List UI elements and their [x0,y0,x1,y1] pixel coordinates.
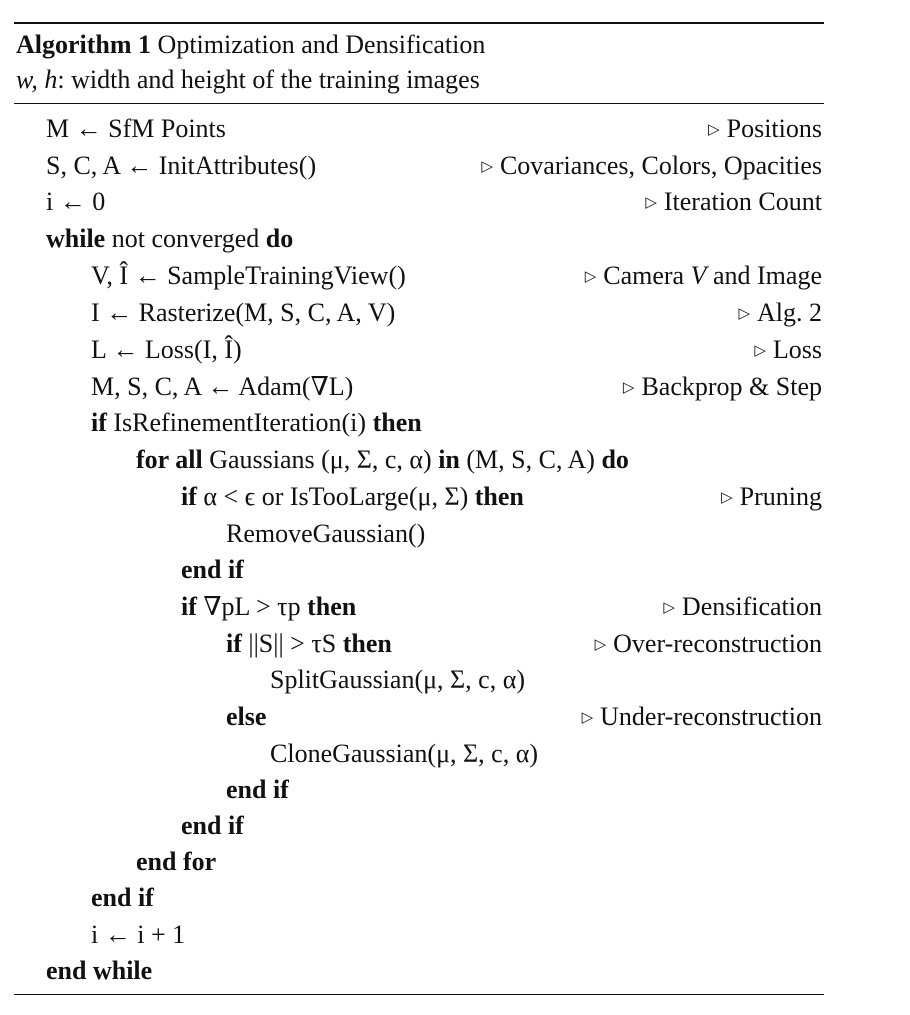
line-code: V, Î ← SampleTrainingView() [91,261,406,290]
algorithm-line-15 [0,626,822,662]
line-code: i ← 0 [46,187,106,216]
algorithm-line-22 [0,880,822,916]
line-comment: ▷ Pruning [721,482,822,511]
line-comment: ▷ Densification [663,592,822,621]
line-code: if α < ϵ or IsTooLarge(μ, Σ) then [181,482,524,511]
line-comment: ▷ Iteration Count [645,187,822,216]
algorithm-line-23 [0,917,822,953]
algorithm-line-7 [0,332,822,368]
algorithm-title: Optimization and Densification [157,30,486,59]
line-comment: ▷ Covariances, Colors, Opacities [481,151,822,180]
line-code: I ← Rasterize(M, S, C, A, V) [91,298,396,327]
line-code: if ||S|| > τS then [226,629,392,658]
line-code: while not converged do [46,224,294,253]
line-code: SplitGaussian(μ, Σ, c, α) [270,665,525,694]
input-desc: : width and height of the training images [57,65,480,94]
comment-triangle-icon: ▷ [754,343,766,359]
algorithm-line-11 [0,479,822,515]
algorithm-line-3 [0,184,822,220]
comment-triangle-icon: ▷ [584,269,597,285]
line-code: M ← SfM Points [46,114,226,143]
line-code: i ← i + 1 [91,920,186,949]
line-comment: ▷ Alg. 2 [738,298,822,327]
comment-triangle-icon: ▷ [645,195,657,211]
line-code: if IsRefinementIteration(i) then [91,408,422,437]
algorithm-line-2 [0,148,822,184]
algorithm-line-16 [0,662,822,698]
comment-triangle-icon: ▷ [721,490,733,506]
comment-triangle-icon: ▷ [481,159,493,175]
line-code: end for [136,847,217,876]
algorithm-line-21 [0,844,822,880]
comment-triangle-icon: ▷ [581,710,594,726]
algorithm-line-19 [0,772,822,808]
comment-triangle-icon: ▷ [738,306,750,322]
line-comment: ▷ Backprop & Step [622,372,822,401]
header-rule [14,103,824,104]
line-code: end while [46,956,153,985]
line-code: else [226,702,267,731]
top-rule [14,22,824,24]
algorithm-line-6 [0,295,822,331]
algorithm-line-9 [0,405,822,441]
algorithm-line-24 [0,953,822,989]
comment-triangle-icon: ▷ [708,122,720,138]
algorithm-line-17 [0,699,822,735]
line-code: L ← Loss(I, Î) [91,335,242,364]
algorithm-line-14 [0,589,822,625]
comment-triangle-icon: ▷ [594,637,607,653]
line-code: end if [226,775,289,804]
line-code: for all Gaussians (μ, Σ, c, α) in (M, S, C, A) do [136,445,629,474]
line-code: end if [181,555,244,584]
algorithm-line-10 [0,442,822,478]
line-comment: ▷ Under-reconstruction [581,702,822,731]
algorithm-line-1 [0,111,822,147]
line-comment: ▷ Positions [708,114,822,143]
line-code: end if [181,811,244,840]
line-code: RemoveGaussian() [226,519,426,548]
algorithm-label: Algorithm 1 [16,30,152,59]
algorithm-line-8 [0,369,822,405]
algorithm-input-description [16,65,480,95]
line-comment: ▷ Loss [754,335,822,364]
algorithm-caption [16,30,485,60]
line-code: end if [91,883,154,912]
algorithm-line-18 [0,736,822,772]
algorithm-line-4 [0,221,822,257]
comment-triangle-icon: ▷ [622,380,635,396]
line-comment: ▷ Camera V and Image [584,261,822,290]
input-vars: w, h [16,65,58,94]
line-code: if ∇pL > τp then [181,592,357,621]
algorithm-line-5 [0,258,822,294]
comment-triangle-icon: ▷ [663,600,675,616]
line-code: S, C, A ← InitAttributes() [46,151,317,180]
algorithm-line-13 [0,552,822,588]
algorithm-line-12 [0,516,822,552]
line-code: CloneGaussian(μ, Σ, c, α) [270,739,538,768]
algorithm-line-20 [0,808,822,844]
line-code: M, S, C, A ← Adam(∇L) [91,372,354,401]
bottom-rule [14,994,824,995]
line-comment: ▷ Over-reconstruction [594,629,822,658]
